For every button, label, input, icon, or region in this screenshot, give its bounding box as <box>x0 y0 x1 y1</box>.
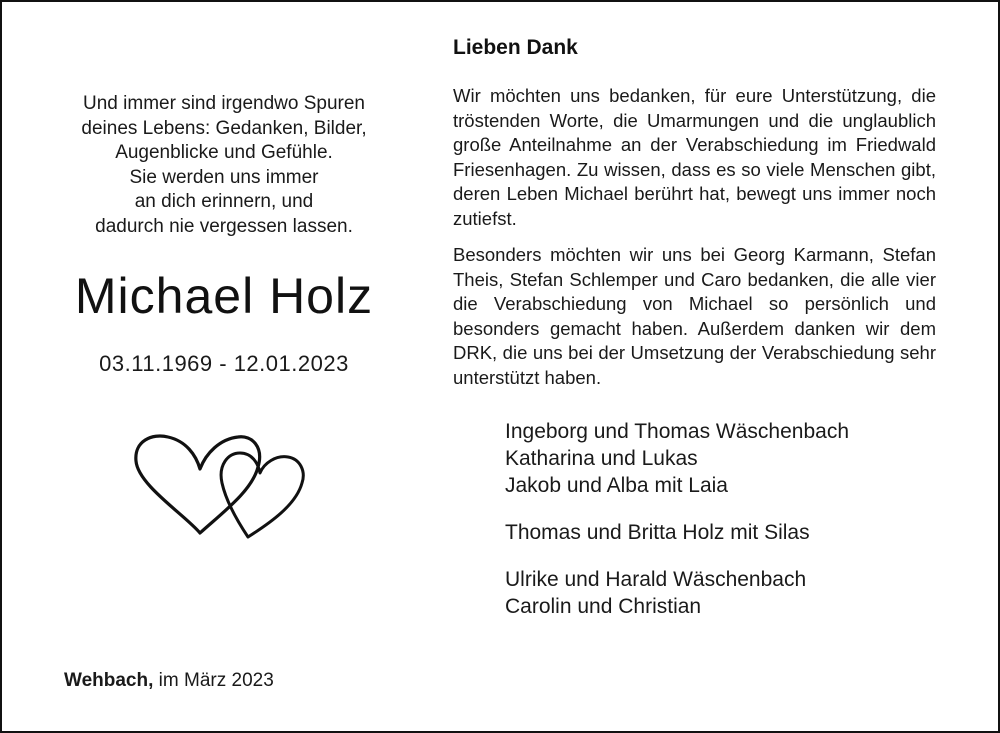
signature-line: Ingeborg und Thomas Wäschenbach <box>505 420 849 443</box>
place-name: Wehbach, <box>64 670 154 691</box>
poem-line: Sie werden uns immer <box>129 166 319 188</box>
life-dates: 03.11.1969 - 12.01.2023 <box>99 351 349 376</box>
signature-line: Katharina und Lukas <box>505 447 698 470</box>
poem-line: Und immer sind irgendwo Spuren <box>83 93 365 114</box>
double-hearts-icon <box>130 425 310 545</box>
place-date <box>64 670 274 692</box>
signature-group <box>505 418 925 499</box>
poem-line: Augenblicke und Gefühle. <box>115 142 333 163</box>
poem-line: deines Lebens: Gedanken, Bilder, <box>81 117 367 139</box>
thanks-heading: Lieben Dank <box>453 36 578 59</box>
left-column <box>40 92 408 377</box>
right-column <box>453 36 936 402</box>
signatures <box>505 418 925 640</box>
place-month: im März 2023 <box>153 670 274 691</box>
signature-group <box>505 566 925 620</box>
signature-line: Jakob und Alba mit Laia <box>505 474 728 497</box>
poem-line: an dich erinnern, und <box>134 191 314 212</box>
signature-line: Thomas und Britta Holz mit Silas <box>505 521 810 544</box>
poem-line: dadurch nie vergessen lassen. <box>95 215 353 237</box>
thanks-paragraph: Besonders möchten wir uns bei Georg Karmann, Stefan Theis, Stefan Schlemper und Caro bedanken, die alle vier die Verabschiedung von Michael so persönlich und besonders gemacht haben. Außerdem danken wir dem DRK, die uns bei der Umsetzung der Verabschiedung sehr unterstützt haben. <box>453 244 936 388</box>
poem <box>40 92 408 239</box>
signature-group <box>505 519 925 546</box>
thanks-paragraph: Wir möchten uns bedanken, für eure Unterstützung, die tröstenden Worte, die Umarmungen und die unglaublich große Anteilnahme an der Verabschiedung im Friedwald Friesenhagen. Zu wissen, dass es so viele Menschen gibt, deren Leben Michael berührt hat, bewegt uns immer noch zutiefst. <box>453 85 936 229</box>
deceased-name: Michael Holz <box>74 268 374 324</box>
signature-line: Ulrike und Harald Wäschenbach <box>505 568 807 591</box>
signature-line: Carolin und Christian <box>505 595 702 618</box>
